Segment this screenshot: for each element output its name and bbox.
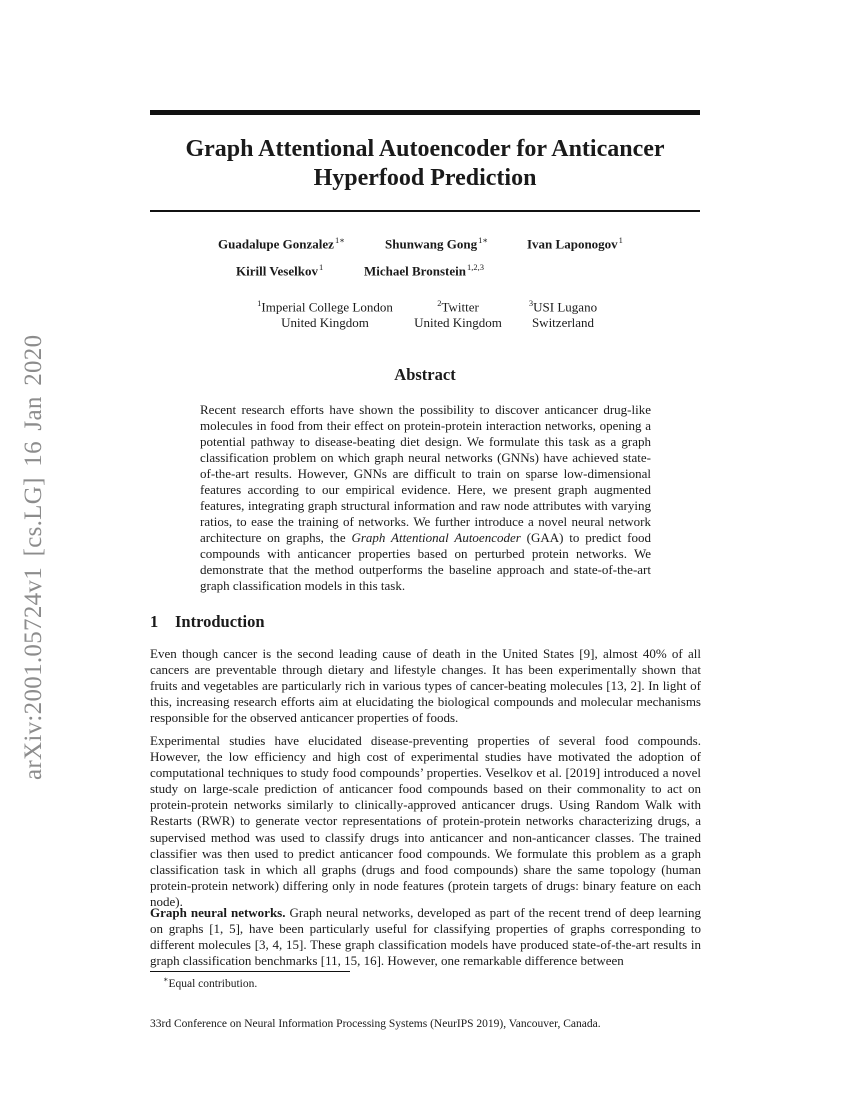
affiliation-usi: $^3$USI Lugano Switzerland bbox=[528, 298, 598, 331]
intro-paragraph-1: Even though cancer is the second leading cause of death in the United States [9], almost 40% of all cancers are preventable through dietary and lifestyle changes. It has been experimentally shown that fruits and vegetables are particularly rich in various types of cancer-beating molecules [13, 2]. In light of this, increasing research efforts aim at elucidating the biological compounds and molecular mechanisms responsible for the observed anticancer properties of foods. bbox=[150, 646, 701, 726]
paper-title bbox=[150, 135, 700, 193]
title-line-2: Hyperfood Prediction bbox=[313, 165, 537, 191]
intro-paragraph-2: Experimental studies have elucidated disease-preventing properties of several food compounds. However, the low efficiency and high cost of experimental studies have motivated the adoption of computational techniques to study food compounds’ properties. Veselkov et al. [2019] introduced a novel study on large-scale prediction of anticancer food compounds based on their commonality to act on protein-protein networks similarly to clinically-approved anticancer drugs. Using Random Walk with Restarts (RWR) to generate vector representations of protein-protein networks characterizing drugs, a supervised method was used to classify drugs into anticancer and non-anticancer classes. The trained classifier was then used to predict anticancer food compounds. We formulate this problem as a graph classification task in which all graphs (drugs and food compounds) share the same topology (human protein-protein network) differing only in node features (protein targets of drugs: binary feature on each node). bbox=[150, 733, 701, 909]
arxiv-stamp: arXiv:2001.05724v1 [cs.LG] 16 Jan 2020 bbox=[20, 334, 47, 780]
author-laponogov: Ivan Laponogov$^1$ bbox=[527, 235, 623, 252]
affiliation-twitter: $^2$Twitter United Kingdom bbox=[414, 298, 502, 331]
author-veselkov: Kirill Veselkov$^1$ bbox=[236, 262, 324, 279]
section-heading-introduction: 1 Introduction bbox=[150, 612, 265, 631]
author-bronstein: Michael Bronstein$^{1,2,3}$ bbox=[364, 262, 484, 279]
title-line-1: Graph Attentional Autoencoder for Anticancer bbox=[185, 136, 665, 162]
paragraph-lead: Graph neural networks. bbox=[150, 905, 286, 920]
affiliation-imperial: $^1$Imperial College London United Kingdom bbox=[257, 298, 393, 331]
footnote: ∗Equal contribution. bbox=[163, 975, 258, 990]
author-gonzalez: Guadalupe Gonzalez$^{1∗}$ bbox=[218, 235, 345, 252]
footnote-rule bbox=[150, 971, 350, 972]
abstract-heading: Abstract bbox=[394, 365, 456, 384]
title-bottom-rule bbox=[150, 210, 700, 212]
abstract-body: Recent research efforts have shown the possibility to discover anticancer drug-like molecules in food from their effect on protein-protein interaction networks, opening a potential pathway to disease-beating diet design. We formulate this task as a graph classification problem on which graph neural networks (GNNs) have achieved state-of-the-art results. However, GNNs are difficult to train on sparse low-dimensional features according to our empirical evidence. Here, we present graph augmented features, integrating graph structural information and raw node attributes with varying ratios, to ease the training of networks. We further introduce a novel neural network architecture on graphs, the Graph Attentional Autoencoder (GAA) to predict food compounds with anticancer properties based on perturbed protein networks. We demonstrate that the method outperforms the baseline approach and state-of-the-art graph classification models in this task. bbox=[200, 402, 652, 593]
title-top-rule bbox=[150, 110, 700, 115]
conference-note: 33rd Conference on Neural Information Processing Systems (NeurIPS 2019), Vancouver, Canada. bbox=[150, 1018, 601, 1030]
author-gong: Shunwang Gong$^{1∗}$ bbox=[385, 235, 489, 252]
intro-paragraph-3: Graph neural networks. Graph neural networks, developed as part of the recent trend of deep learning on graphs [1, 5], have been particularly useful for classifying properties of graphs corresponding to different molecules [3, 4, 15]. These graph classification models have produced state-of-the-art results in graph classification benchmarks [11, 15, 16]. However, one remarkable difference between bbox=[150, 905, 701, 969]
